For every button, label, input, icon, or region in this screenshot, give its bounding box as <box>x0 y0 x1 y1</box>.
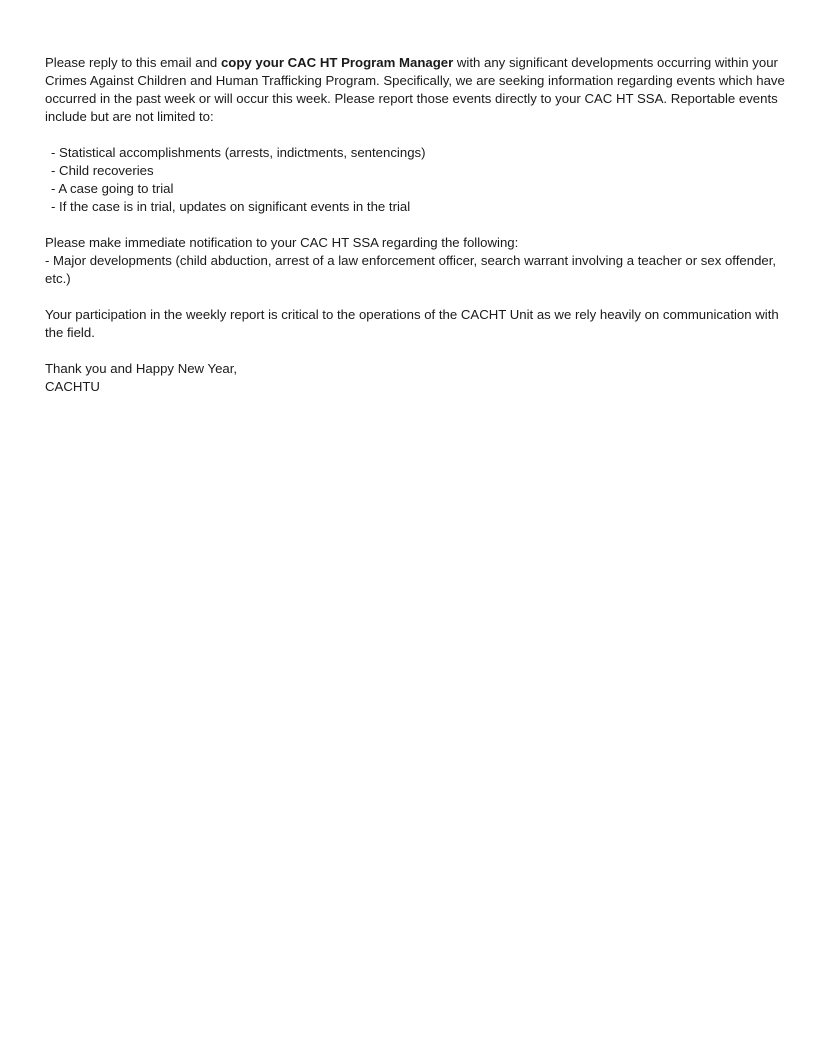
spacer <box>45 342 785 360</box>
spacer <box>45 126 785 144</box>
signature: CACHTU <box>45 379 100 394</box>
spacer <box>45 216 785 234</box>
spacer <box>45 288 785 306</box>
list-item: - A case going to trial <box>51 181 174 196</box>
intro-text-end: with any significant developments occurring within your Crimes Against Children and Human Trafficking Program. Specifically, we are seeking information regarding events which have occurred in the past week or will occur this week. Please report those events directly to your CAC HT SSA. Reportable events include but are not limited to: <box>45 55 785 124</box>
intro-paragraph <box>45 54 785 126</box>
intro-text-start: Please reply to this email and <box>45 55 221 70</box>
email-body <box>45 54 785 396</box>
list-item: - If the case is in trial, updates on significant events in the trial <box>51 199 411 214</box>
immediate-notification-heading: Please make immediate notification to your CAC HT SSA regarding the following: <box>45 235 519 250</box>
list-item: - Statistical accomplishments (arrests, indictments, sentencings) <box>51 145 426 160</box>
reportable-events-list <box>45 144 785 216</box>
immediate-notification-item: - Major developments (child abduction, arrest of a law enforcement officer, search warrant involving a teacher or sex offender, etc.) <box>45 253 777 286</box>
participation-paragraph: Your participation in the weekly report is critical to the operations of the CACHT Unit as we rely heavily on communication with the field. <box>45 307 779 340</box>
list-item: - Child recoveries <box>51 163 154 178</box>
intro-bold-text: copy your CAC HT Program Manager <box>220 55 454 70</box>
closing-line: Thank you and Happy New Year, <box>45 361 238 376</box>
